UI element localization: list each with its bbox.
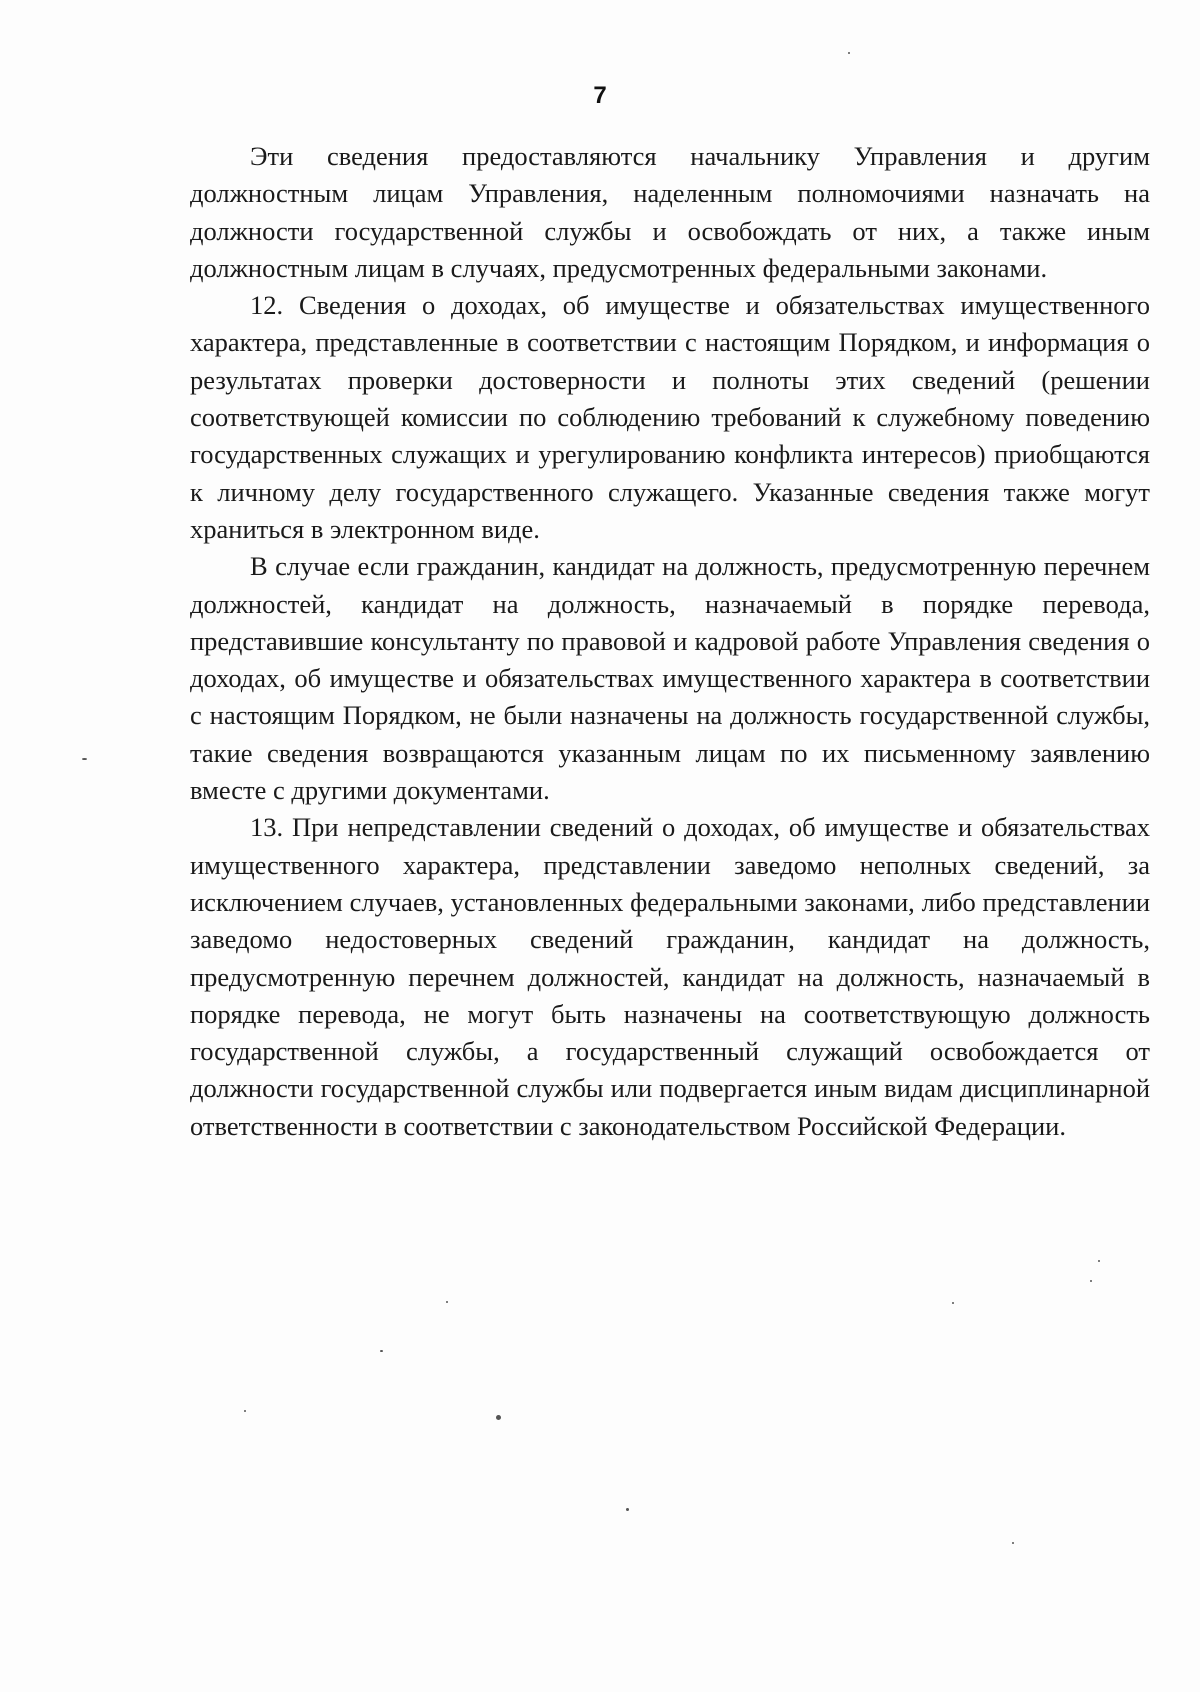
- scan-speck: [952, 1302, 954, 1304]
- paragraph-13-non-submission: 13. При непредставлении сведений о доходах, об имуществе и обязательствах имущественного характера, представлении заведомо неполных сведений, за исключением случаев, установленных федеральными законами, либо представлении заведомо недостоверных сведений гражданин, кандидат на должность, предусмотренную перечнем должностей, кандидат на должность, назначаемый в порядке перевода, не могут быть назначены на соответствующую должность государственной службы, а государственный служащий освобождается от должности государственной службы или подвергается иным видам дисциплинарной ответственности в соответствии с законодательством Российской Федерации.: [190, 812, 1150, 1141]
- scan-speck: [1012, 1542, 1014, 1544]
- scan-speck: [1098, 1260, 1100, 1262]
- scan-speck: [496, 1415, 501, 1420]
- paragraph-return-of-information: В случае если гражданин, кандидат на должность, предусмотренную перечнем должностей, кандидат на должность, назначаемый в порядке перевода, представившие консультанту по правовой и кадровой работе Управления сведения о доходах, об имуществе и обязательствах имущественного характера в соответствии с настоящим Порядком, не были назначены на должность государственной службы, такие сведения возвращаются указанным лицам по их письменному заявлению вместе с другими документами.: [190, 551, 1150, 806]
- scan-speck: [244, 1410, 246, 1412]
- scan-speck: [82, 758, 87, 760]
- paragraph-12-personal-file: 12. Сведения о доходах, об имуществе и обязательствах имущественного характера, представленные в соответствии с настоящим Порядком, и информация о результатах проверки достоверности и полноты этих сведений (решении соответствующей комиссии по соблюдению требований к служебному поведению государственных служащих и урегулированию конфликта интересов) приобщаются к личному делу государственного служащего. Указанные сведения также могут храниться в электронном виде.: [190, 290, 1150, 544]
- paragraph-disclosure-recipients: Эти сведения предоставляются начальнику Управления и другим должностным лицам Управления, наделенным полномочиями назначать на должности государственной службы и освобождать от них, а также иным должностным лицам в случаях, предусмотренных федеральными законами.: [190, 141, 1150, 283]
- document-body: [190, 138, 1150, 1145]
- scan-speck: [626, 1508, 629, 1511]
- page-number: 7: [593, 82, 607, 109]
- scan-speck: [446, 1301, 448, 1303]
- scan-speck: [848, 52, 850, 54]
- scan-speck: [380, 1350, 383, 1352]
- scan-speck: [1090, 1280, 1092, 1282]
